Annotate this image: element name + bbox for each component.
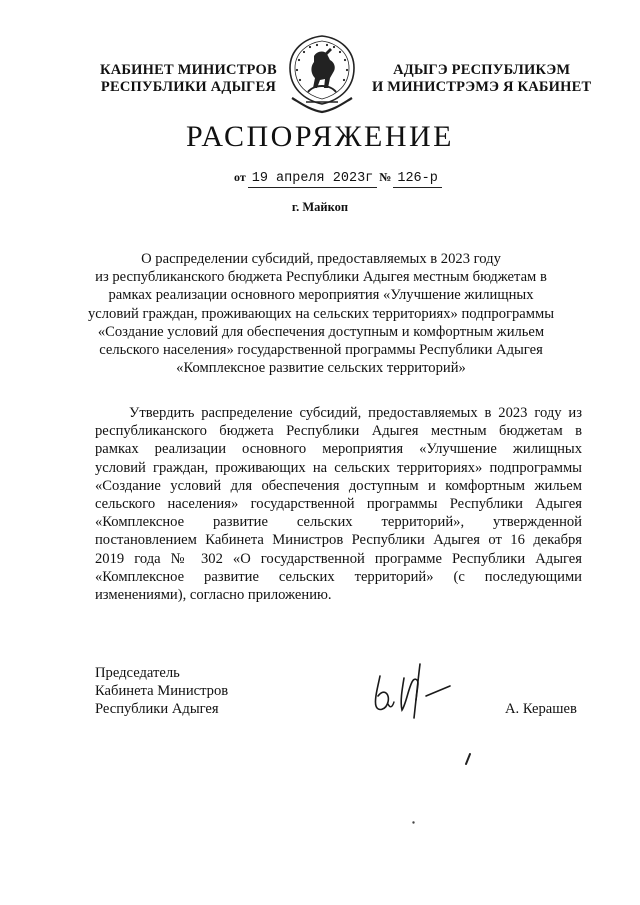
header-left-line: КАБИНЕТ МИНИСТРОВ	[100, 62, 277, 78]
subject-line: условий граждан, проживающих на сельских территориях» подпрограммы	[87, 305, 555, 322]
subject-line: сельского населения» государственной программы Республики Адыгея	[99, 342, 543, 359]
city: г. Майкоп	[291, 200, 349, 214]
body-line: «Комплексное развитие сельских территорий», утвержденной	[95, 514, 582, 531]
body-line: постановлением Кабинета Министров Республики Адыгея от 16 декабря	[95, 532, 582, 549]
header-right	[372, 62, 591, 96]
body-line: сельского населения» государственной программы Республики Адыгея	[95, 496, 582, 513]
handwritten-signature	[368, 656, 463, 726]
body-line: «Комплексное развитие сельских территорий» (с последующими	[95, 568, 582, 585]
body-line: «Создание условий для обеспечения доступным и комфортным жильем	[95, 477, 582, 494]
coat-of-arms-emblem	[284, 34, 360, 114]
position-line: Председатель	[95, 665, 180, 681]
order-date: 19 апреля 2023г	[248, 171, 378, 188]
body-line: условий граждан, проживающих на сельских территориях» подпрограммы	[95, 459, 582, 476]
position-line: Кабинета Министров	[95, 683, 229, 700]
header-left-line: РЕСПУБЛИКИ АДЫГЕЯ	[100, 79, 276, 95]
subject-line: О распределении субсидий, предоставляемых в 2023 году	[141, 251, 501, 267]
body-line: изменениями), согласно приложению.	[95, 587, 332, 604]
date-prefix: от	[234, 170, 246, 184]
position-line: Республики Адыгея	[95, 701, 219, 718]
document-body	[95, 404, 582, 604]
number-prefix: №	[379, 170, 392, 184]
document-title: РАСПОРЯЖЕНИЕ	[185, 120, 455, 153]
subject-line: рамках реализации основного мероприятия «Улучшение жилищных	[108, 287, 534, 304]
header-right-line: АДЫГЭ РЕСПУБЛИКЭМ	[393, 62, 571, 78]
scan-speck	[411, 820, 416, 825]
signatory-position	[95, 664, 228, 719]
scan-speck	[464, 753, 472, 765]
order-date-number	[232, 170, 442, 188]
order-number: 126-р	[393, 171, 442, 188]
body-line: 2019 года № 302 «О государственной программе Республики Адыгея	[95, 550, 582, 567]
document-subject	[60, 250, 582, 377]
subject-line: из республиканского бюджета Республики Адыгея местным бюджетам в	[95, 269, 547, 286]
signer-name: А. Керашев	[505, 701, 577, 717]
subject-line: «Создание условий для обеспечения доступным и комфортным жильем	[97, 323, 545, 340]
body-line: Утвердить распределение субсидий, предоставляемых в 2023 году из	[129, 405, 582, 421]
body-line: рамках реализации основного мероприятия «Улучшение жилищных	[95, 441, 582, 458]
header-left	[100, 62, 277, 96]
body-line: республиканского бюджета Республики Адыгея местным бюджетам в	[95, 423, 582, 440]
subject-line: «Комплексное развитие сельских территорий»	[176, 360, 466, 377]
header-right-line: И МИНИСТРЭМЭ Я КАБИНЕТ	[372, 79, 592, 95]
